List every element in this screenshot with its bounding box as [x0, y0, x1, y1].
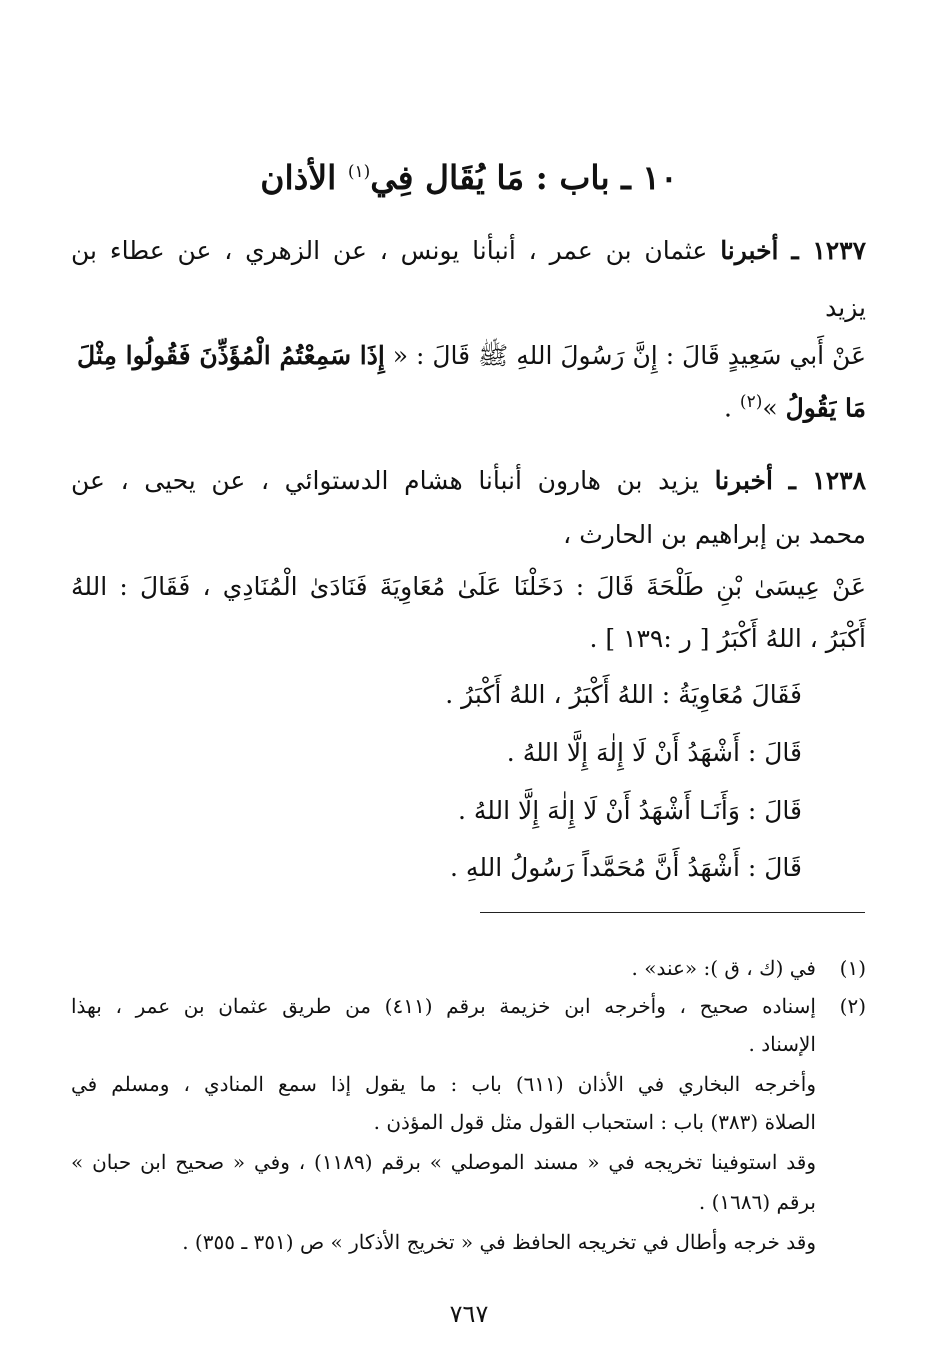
hadith-1237-matn-tail: . [724, 393, 732, 423]
hadith-1238-number: ١٢٣٨ ـ [788, 466, 867, 495]
hadith-1237-matn-start: عَنْ أَبي سَعِيدٍ قَالَ : إِنَّ رَسُولَ اللهِ ﷺ قَالَ : « [392, 341, 866, 370]
hadith-1238-matn-line1: عَنْ عِيسَىٰ بْنِ طَلْحَةَ قَالَ : دَخَلْنَا عَلَىٰ مُعَاوِيَةَ فَنَادَىٰ الْمُنَادِي ، فَقَالَ : اللهُ [71, 572, 866, 601]
footnote-1-text: في (ك ، ق ): «عند» . [631, 956, 816, 980]
hadith-1237-matn-quote-end: » [762, 393, 778, 423]
footnote-divider [480, 912, 865, 913]
hadith-1238-line6: قَالَ : أَشْهَدُ أَنَّ مُحَمَّداً رَسُولُ اللهِ . [450, 853, 802, 882]
hadith-1238-matn-line2: أَكْبَرُ ، اللهُ أَكْبَرُ [ ر :١٣٩ ] . [589, 624, 866, 653]
hadith-1238-isnad-line1 [71, 466, 866, 495]
hadith-1238-isnad-text: يزيد بن هارون أنبأنا هشام الدستوائي ، عن يحيى ، عن [71, 466, 699, 495]
footnote-2-p2-line2: الصلاة (٣٨٣) باب : استحباب القول مثل قول المؤذن . [373, 1110, 816, 1134]
footnote-2-p1-line2: الإسناد . [748, 1032, 816, 1056]
hadith-1238-line5: قَالَ : وَأَنَـا أَشْهَدُ أَنْ لَا إِلٰهَ إِلَّا اللهُ . [457, 796, 802, 825]
hadith-1237-isnad-line2: يزيد [825, 293, 866, 322]
chapter-title-tail: الأذان [260, 158, 337, 197]
hadith-1237-isnad-line1 [71, 236, 866, 265]
hadith-1238-line3: فَقَالَ مُعَاوِيَةُ : اللهُ أَكْبَرُ ، اللهُ أَكْبَرُ . [445, 680, 802, 709]
footnote-1-number: (١) [839, 956, 866, 980]
hadith-1237-note: (٢) [739, 392, 763, 412]
hadith-1238-lead: أخبرنا [714, 466, 773, 495]
footnote-2-p3-line2: برقم (١٦٨٦) . [698, 1190, 816, 1214]
hadith-1238-line4: قَالَ : أَشْهَدُ أَنْ لَا إِلٰهَ إِلَّا اللهُ . [506, 738, 802, 767]
hadith-1237-lead: أخبرنا [720, 236, 779, 265]
hadith-1237-number: ١٢٣٧ ـ [791, 236, 867, 265]
chapter-title-text: ١٠ ـ باب : مَا يُقَال فِي [370, 158, 678, 197]
footnote-2-p3-line1: وقد استوفينا تخريجه في « مسند الموصلي » برقم (١١٨٩) ، وفي « صحيح ابن حبان » [71, 1150, 816, 1174]
hadith-1238-isnad-line2: محمد بن إبراهيم بن الحارث ، [563, 520, 866, 549]
footnote-2-p1-line1: إسناده صحيح ، وأخرجه ابن خزيمة برقم (٤١١) من طريق عثمان بن عمر ، بهذا [71, 994, 816, 1018]
hadith-1237-matn-bold1: إِذَا سَمِعْتُمُ الْمُؤَذِّنَ فَقُولُوا مِثْلَ [77, 341, 385, 370]
chapter-title [0, 158, 938, 197]
hadith-1237-matn-line1 [71, 340, 866, 377]
hadith-1237-isnad-text: عثمان بن عمر ، أنبأنا يونس ، عن الزهري ، عن عطاء بن [71, 236, 708, 265]
hadith-1237-matn-line2 [724, 392, 866, 422]
footnote-2-p2-line1: وأخرجه البخاري في الأذان (٦١١) باب : ما يقول إذا سمع المنادي ، ومسلم في [71, 1072, 816, 1096]
footnote-2-number: (٢) [839, 994, 866, 1018]
page-number: ٧٦٧ [449, 1300, 489, 1328]
hadith-1237-matn-bold2: مَا يَقُولُ [785, 393, 866, 423]
chapter-title-note: (١) [347, 162, 371, 182]
footnote-2-p4-line1: وقد خرجه وأطال في تخريجه الحافظ في « تخريج الأذكار » ص (٣٥١ ـ ٣٥٥) . [182, 1230, 816, 1254]
